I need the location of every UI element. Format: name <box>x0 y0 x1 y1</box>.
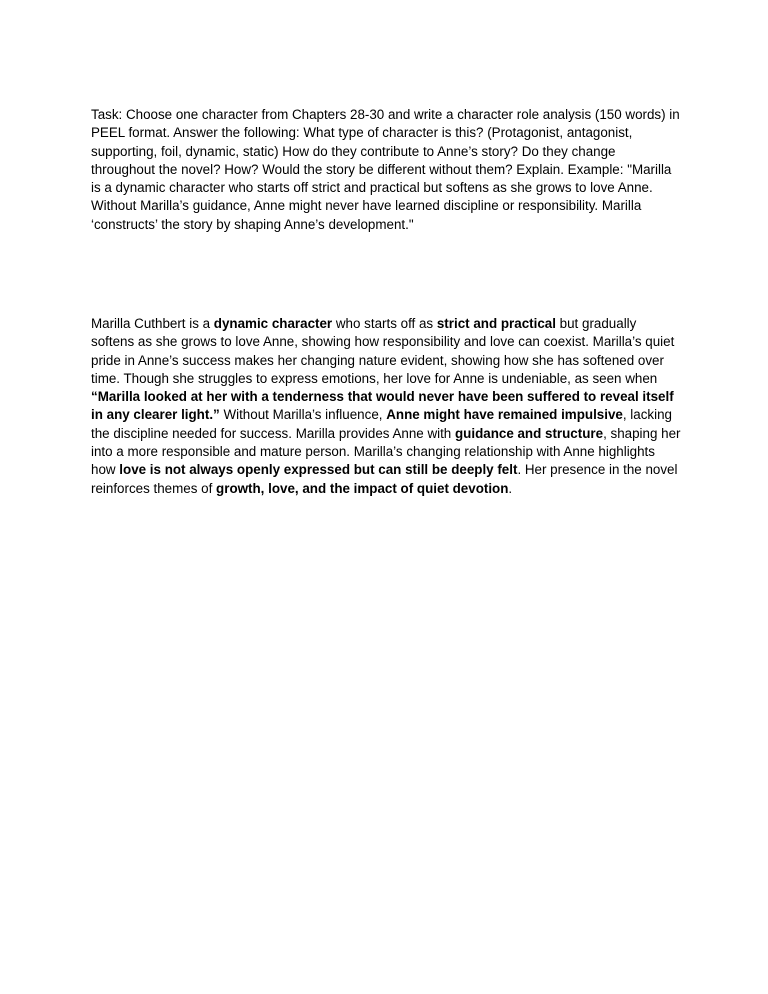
answer-text: who starts off as <box>332 316 437 331</box>
answer-quote: “Marilla looked at her with a tenderness that would never have been suffered to reveal itself in any clearer light.” <box>91 389 674 423</box>
answer-text: , lacking the discipline needed for success. Marilla provides Anne with <box>91 407 672 441</box>
answer-emphasis: growth, love, and the impact of quiet devotion <box>216 480 509 496</box>
answer-emphasis: love is not always openly expressed but can still be deeply felt <box>119 462 518 478</box>
answer-text: Marilla Cuthbert is a <box>91 316 214 331</box>
answer-text: . Her presence in the novel reinforces themes of <box>91 462 678 496</box>
answer-emphasis: guidance and structure <box>454 425 604 441</box>
answer-emphasis: dynamic character <box>213 316 333 331</box>
answer-emphasis: strict and practical <box>436 316 556 331</box>
answer-text: , shaping her into a more responsible and mature person. Marilla’s changing relationship with Anne highlights how <box>91 425 681 478</box>
answer-emphasis: Anne might have remained impulsive <box>386 407 623 423</box>
answer-text: Without Marilla’s influence, <box>219 407 387 423</box>
answer-text: . <box>508 480 513 496</box>
task-instructions: Task: Choose one character from Chapters 28-30 and write a character role analysis (150 words) in PEEL format. Answer the following: What type of character is this? (Protagonist, antagonist, supporting, foil, dynamic, static) How do they contribute to Anne’s story? Do they change throughout the novel? How? Would the story be different without them? Explain. Example: "Marilla is a dynamic character who starts off strict and practical but softens as she grows to love Anne. Without Marilla’s guidance, Anne might never have learned discipline or responsibility. Marilla ‘constructs’ the story by shaping Anne’s development." <box>91 107 680 232</box>
answer-text: but gradually softens as she grows to love Anne, showing how responsibility and love can coexist. Marilla’s quiet pride in Anne’s success makes her changing nature evident, showing how she has softened over time. Though she struggles to express emotions, her love for Anne is undeniable, as seen when <box>91 316 675 386</box>
character-analysis-paragraph <box>91 315 681 498</box>
